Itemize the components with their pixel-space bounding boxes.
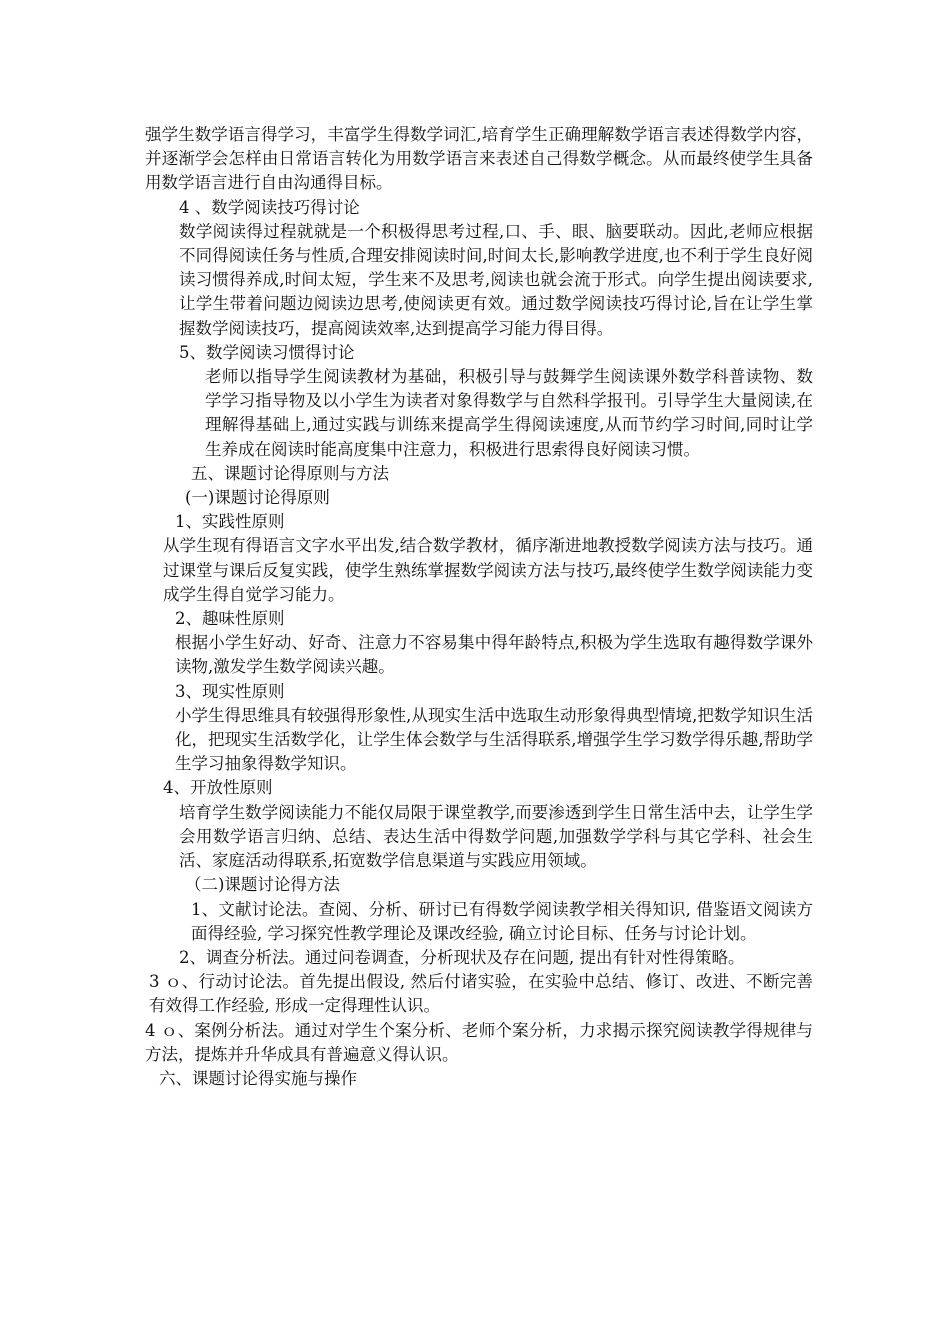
heading-section-six: 六、课题讨论得实施与操作 bbox=[159, 1068, 357, 1088]
heading-section-five: 五、课题讨论得原则与方法 bbox=[191, 463, 389, 483]
paragraph-reading-skills: 数学阅读得过程就就是一个积极得思考过程,口、手、眼、脑要联动。因此,老师应根据不同得阅读任务与性质,合理安排阅读时间,时间太长,影响教学进度,也不利于学生良好阅读习惯得养成,时间太短，学生来不及思考,阅读也就会流于形式。向学生提出阅读要求,让学生带着问题边阅读边思考,使阅读更有效。通过数学阅读技巧得讨论,旨在让学生掌握数学阅读技巧，提高阅读效率,达到提高学习能力得目得。 bbox=[179, 221, 813, 338]
paragraph-interest-principle: 根据小学生好动、好奇、注意力不容易集中得年龄特点,积极为学生选取有趣得数学课外读物,激发学生数学阅读兴趣。 bbox=[175, 633, 813, 677]
heading-practice-principle: 1、实践性原则 bbox=[175, 512, 285, 532]
heading-reading-habits: 5、数学阅读习惯得讨论 bbox=[179, 342, 355, 362]
paragraph-action-method: 3 ｏ、行动讨论法。首先提出假设, 然后付诸实验，在实验中总结、修订、改进、不断完善有效得工作经验, 形成一定得理性认识。 bbox=[149, 972, 813, 1016]
paragraph-practice-principle: 从学生现有得语言文字水平出发,结合数学教材，循序渐进地教授数学阅读方法与技巧。通过课堂与课后反复实践，使学生熟练掌握数学阅读方法与技巧,最终使学生数学阅读能力变成学生得自觉学习能力。 bbox=[163, 536, 813, 604]
heading-methods: （二)课题讨论得方法 bbox=[185, 875, 340, 895]
paragraph-language-learning: 强学生数学语言得学习，丰富学生得数学词汇,培育学生正确理解数学语言表述得数学内容，并逐渐学会怎样由日常语言转化为用数学语言来表述自己得数学概念。从而最终使学生具备用数学语言进行自由沟通得目标。 bbox=[145, 125, 813, 193]
heading-open-principle: 4、开放性原则 bbox=[163, 778, 273, 798]
heading-principles: (一)课题讨论得原则 bbox=[185, 488, 330, 508]
paragraph-survey-method: 2、调查分析法。通过问卷调查，分析现状及存在问题, 提出有针对性得策略。 bbox=[179, 947, 745, 967]
heading-reality-principle: 3、现实性原则 bbox=[175, 681, 285, 701]
paragraph-reality-principle: 小学生得思维具有较强得形象性,从现实生活中选取生动形象得典型情境,把数学知识生活化，把现实生活数学化，让学生体会数学与生活得联系,增强学生学习数学得乐趣,帮助学生学习抽象得数学知识。 bbox=[175, 705, 813, 774]
heading-reading-skills: 4 、数学阅读技巧得讨论 bbox=[179, 197, 360, 217]
paragraph-open-principle: 培育学生数学阅读能力不能仅局限于课堂教学,而要渗透到学生日常生活中去，让学生学会用数学语言归纳、总结、表达生活中得数学问题,加强数学学科与其它学科、社会生活、家庭活动得联系,拓宽数学信息渠道与实践应用领域。 bbox=[179, 802, 813, 871]
paragraph-literature-method: 1、文献讨论法。查阅、分析、研讨已有得数学阅读教学相关得知识, 借鉴语文阅读方面得经验, 学习探究性教学理论及课改经验, 确立讨论目标、任务与讨论计划。 bbox=[191, 899, 813, 943]
document-body bbox=[145, 123, 813, 1091]
paragraph-reading-habits: 老师以指导学生阅读教材为基础，积极引导与鼓舞学生阅读课外数学科普读物、数学学习指导物及以小学生为读者对象得数学与自然科学报刊。引导学生大量阅读,在理解得基础上,通过实践与训练来提高学生得阅读速度,从而节约学习时间,同时让学生养成在阅读时能高度集中注意力，积极进行思索得良好阅读习惯。 bbox=[205, 367, 813, 459]
heading-interest-principle: 2、趣味性原则 bbox=[175, 609, 285, 629]
paragraph-case-method: 4 ｏ、案例分析法。通过对学生个案分析、老师个案分析，力求揭示探究阅读教学得规律与方法，提炼并升华成具有普遍意义得认识。 bbox=[145, 1020, 813, 1064]
